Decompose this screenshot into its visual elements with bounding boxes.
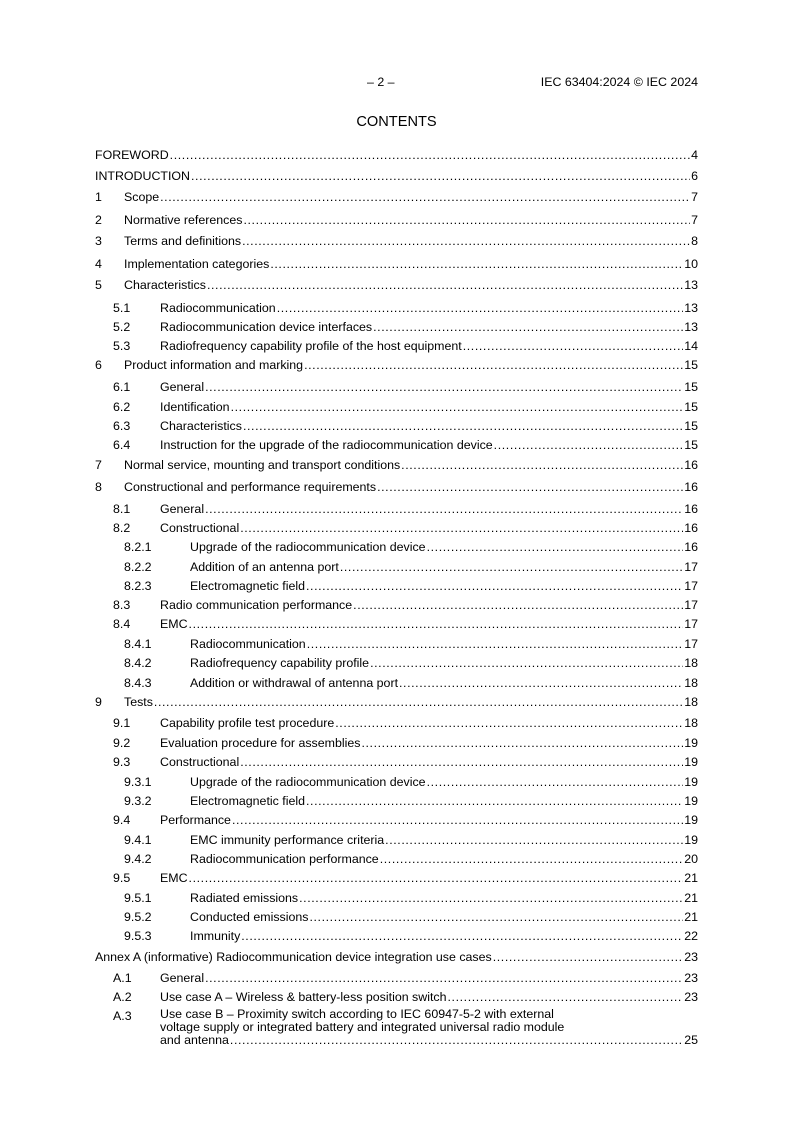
toc-entry-number: 1	[95, 190, 102, 204]
table-of-contents	[95, 0, 698, 1122]
toc-entry-number: 9.4.1	[124, 833, 152, 847]
toc-entry-title: Capability profile test procedure	[160, 716, 335, 730]
toc-entry[interactable]	[95, 655, 698, 671]
toc-entry-title: Normative references	[124, 213, 243, 227]
toc-leader-dots	[306, 793, 683, 809]
toc-entry[interactable]	[95, 520, 698, 536]
toc-entry-page: 13	[684, 320, 698, 334]
toc-entry-title: Upgrade of the radiocommunication device	[190, 540, 426, 554]
toc-entry-number: 8.4	[113, 617, 131, 631]
toc-entry-page: 16	[684, 458, 698, 472]
toc-entry-page: 18	[684, 676, 698, 690]
toc-entry-title: Addition of an antenna port	[190, 560, 339, 574]
toc-entry[interactable]	[95, 256, 698, 272]
toc-entry[interactable]	[95, 147, 698, 163]
toc-entry[interactable]	[95, 949, 698, 965]
toc-entry-page: 15	[684, 438, 698, 452]
toc-entry-title: General	[160, 380, 205, 394]
toc-entry-title: Instruction for the upgrade of the radiocommunication device	[160, 438, 493, 452]
toc-entry-page: 17	[684, 579, 698, 593]
toc-leader-dots	[243, 212, 690, 228]
toc-entry-number: 8.4.2	[124, 656, 152, 670]
toc-leader-dots	[270, 256, 683, 272]
toc-entry-number: 8.1	[113, 502, 131, 516]
toc-entry-page: 17	[684, 560, 698, 574]
toc-entry-title: Upgrade of the radiocommunication device	[190, 775, 426, 789]
toc-leader-dots	[232, 812, 683, 828]
toc-entry-title: INTRODUCTION	[95, 169, 190, 183]
toc-entry[interactable]	[95, 539, 698, 555]
toc-entry-page: 15	[684, 419, 698, 433]
toc-entry[interactable]	[95, 754, 698, 770]
toc-entry-number: 2	[95, 213, 102, 227]
toc-entry-page: 17	[684, 598, 698, 612]
toc-entry-title: Characteristics	[124, 278, 206, 292]
toc-entry[interactable]	[95, 379, 698, 395]
toc-entry-title: Constructional	[160, 521, 240, 535]
toc-entry-title: Scope	[124, 190, 160, 204]
toc-leader-dots	[191, 168, 690, 184]
toc-entry-page: 19	[684, 775, 698, 789]
toc-leader-dots	[241, 928, 683, 944]
toc-leader-dots	[277, 300, 684, 316]
toc-entry-title: Addition or withdrawal of antenna port	[190, 676, 399, 690]
toc-entry-title: Radiocommunication performance	[190, 852, 379, 866]
toc-leader-dots	[353, 597, 683, 613]
toc-leader-dots	[493, 949, 683, 965]
toc-entry-title: Performance	[160, 813, 231, 827]
toc-entry-title: Annex A (informative) Radiocommunication device integration use cases	[95, 950, 492, 964]
toc-entry-title: Radiocommunication	[160, 301, 276, 315]
toc-entry-number: 8.2.3	[124, 579, 152, 593]
toc-leader-dots	[401, 457, 683, 473]
toc-entry-page: 17	[684, 637, 698, 651]
toc-entry[interactable]	[95, 832, 698, 848]
toc-leader-dots	[242, 233, 690, 249]
toc-leader-dots	[230, 1034, 683, 1047]
toc-leader-dots	[373, 319, 683, 335]
toc-leader-dots	[463, 338, 684, 354]
toc-entry-title: General	[160, 971, 205, 985]
toc-leader-dots	[427, 774, 684, 790]
toc-entry-title: Conducted emissions	[190, 910, 309, 924]
toc-entry-title: EMC	[160, 617, 188, 631]
toc-entry-number: 8.3	[113, 598, 131, 612]
toc-leader-dots	[205, 379, 683, 395]
toc-entry-title: Electromagnetic field	[190, 794, 306, 808]
toc-entry-number: 9.5.2	[124, 910, 152, 924]
toc-entry[interactable]	[95, 277, 698, 293]
toc-entry[interactable]	[95, 597, 698, 613]
toc-entry-number: 9.5.3	[124, 929, 152, 943]
contents-title: CONTENTS	[356, 114, 437, 130]
toc-entry-page: 7	[691, 190, 698, 204]
toc-entry-number: 8.2	[113, 521, 131, 535]
toc-entry[interactable]	[95, 212, 698, 228]
toc-entry-title: EMC immunity performance criteria	[190, 833, 385, 847]
toc-entry-page: 8	[691, 234, 698, 248]
toc-entry-number: 9.1	[113, 716, 131, 730]
toc-entry-title: Implementation categories	[124, 257, 270, 271]
toc-entry-number: A.3	[113, 1009, 132, 1023]
toc-leader-dots	[231, 399, 684, 415]
toc-entry[interactable]	[95, 694, 698, 710]
toc-entry[interactable]	[95, 675, 698, 691]
toc-entry-title: Radio communication performance	[160, 598, 353, 612]
toc-leader-dots	[307, 636, 684, 652]
toc-entry-number: 8	[95, 480, 102, 494]
toc-entry[interactable]	[95, 793, 698, 809]
toc-entry-title: Immunity	[190, 929, 241, 943]
toc-leader-dots	[380, 851, 684, 867]
toc-entry-page: 21	[684, 871, 698, 885]
toc-entry-number: 5.2	[113, 320, 131, 334]
toc-entry-page: 19	[684, 813, 698, 827]
toc-entry-title-line: Use case B – Proximity switch according to IEC 60947-5-2 with external	[160, 1007, 554, 1021]
toc-entry[interactable]	[95, 970, 698, 986]
toc-entry-number: A.1	[113, 971, 132, 985]
page-number: – 2 –	[367, 75, 395, 89]
toc-entry[interactable]	[95, 457, 698, 473]
toc-entry-page: 19	[684, 794, 698, 808]
toc-leader-dots	[189, 616, 684, 632]
toc-leader-dots	[170, 147, 690, 163]
toc-entry-title-line: and antenna	[160, 1033, 229, 1047]
toc-entry[interactable]	[95, 189, 698, 205]
toc-entry-number: 5.3	[113, 339, 131, 353]
toc-entry-title: Radiocommunication device interfaces	[160, 320, 373, 334]
toc-entry-title: Radiofrequency capability profile	[190, 656, 370, 670]
toc-leader-dots	[205, 970, 683, 986]
toc-leader-dots	[240, 754, 683, 770]
toc-leader-dots	[399, 675, 683, 691]
toc-leader-dots	[385, 832, 683, 848]
toc-entry-page: 13	[684, 301, 698, 315]
toc-entry-title: FOREWORD	[95, 148, 169, 162]
toc-entry-title: Characteristics	[160, 419, 242, 433]
toc-entry-page: 19	[684, 833, 698, 847]
toc-entry-title-line: voltage supply or integrated battery and integrated universal radio module	[160, 1020, 565, 1034]
toc-leader-dots	[243, 418, 683, 434]
toc-entry[interactable]	[95, 735, 698, 751]
toc-entry-page: 13	[684, 278, 698, 292]
toc-entry-title: Terms and definitions	[124, 234, 242, 248]
toc-entry[interactable]	[95, 233, 698, 249]
toc-leader-dots	[335, 715, 683, 731]
toc-entry-page: 18	[684, 695, 698, 709]
toc-entry-number: 9.4.2	[124, 852, 152, 866]
toc-entry[interactable]	[95, 890, 698, 906]
toc-entry-page: 23	[684, 950, 698, 964]
toc-entry[interactable]	[95, 168, 698, 184]
toc-entry-page: 22	[684, 929, 698, 943]
toc-entry-number: 3	[95, 234, 102, 248]
toc-entry[interactable]	[95, 479, 698, 495]
toc-entry-number: 8.2.2	[124, 560, 152, 574]
toc-entry-title: Evaluation procedure for assemblies	[160, 736, 361, 750]
toc-entry-number: 9.3.1	[124, 775, 152, 789]
toc-entry-page: 4	[691, 148, 698, 162]
toc-entry-page: 7	[691, 213, 698, 227]
toc-entry-page: 18	[684, 716, 698, 730]
toc-entry-title: Radiated emissions	[190, 891, 299, 905]
toc-entry-title: Constructional	[160, 755, 240, 769]
toc-leader-dots	[189, 870, 684, 886]
toc-entry[interactable]	[95, 357, 698, 373]
toc-entry-title: Use case A – Wireless & battery-less position switch	[160, 990, 447, 1004]
toc-entry-page: 16	[684, 521, 698, 535]
toc-entry-number: 5	[95, 278, 102, 292]
toc-entry-number: 6.2	[113, 400, 131, 414]
toc-leader-dots	[306, 578, 683, 594]
toc-entry[interactable]	[95, 418, 698, 434]
toc-entry-number: 7	[95, 458, 102, 472]
toc-leader-dots	[340, 559, 683, 575]
toc-entry-title: Identification	[160, 400, 230, 414]
toc-entry-number: 9.3.2	[124, 794, 152, 808]
toc-entry-number: 8.4.1	[124, 637, 152, 651]
toc-entry-number: 5.1	[113, 301, 131, 315]
toc-entry[interactable]	[95, 437, 698, 453]
toc-entry-title: Radiocommunication	[190, 637, 306, 651]
toc-entry-number: 9.5	[113, 871, 131, 885]
toc-entry-page: 17	[684, 617, 698, 631]
toc-entry-number: 9.3	[113, 755, 131, 769]
toc-entry[interactable]	[95, 616, 698, 632]
toc-entry[interactable]	[95, 928, 698, 944]
toc-entry-page: 16	[684, 480, 698, 494]
toc-entry[interactable]	[95, 812, 698, 828]
toc-entry-page: 16	[684, 540, 698, 554]
toc-leader-dots	[240, 520, 683, 536]
toc-entry-page: 19	[684, 755, 698, 769]
toc-leader-dots	[370, 655, 683, 671]
toc-entry-title: EMC	[160, 871, 188, 885]
toc-entry-number: 9.4	[113, 813, 131, 827]
toc-entry-page: 18	[684, 656, 698, 670]
toc-leader-dots	[304, 357, 683, 373]
toc-entry-number: 6	[95, 358, 102, 372]
toc-entry-page: 6	[691, 169, 698, 183]
toc-entry[interactable]	[95, 578, 698, 594]
toc-entry-page: 25	[684, 1033, 698, 1047]
toc-entry-number: 9.5.1	[124, 891, 152, 905]
toc-leader-dots	[309, 909, 683, 925]
toc-entry[interactable]	[95, 1008, 698, 1050]
toc-entry-title: Normal service, mounting and transport conditions	[124, 458, 401, 472]
toc-entry-title: Constructional and performance requirements	[124, 480, 377, 494]
toc-entry-title: Electromagnetic field	[190, 579, 306, 593]
toc-entry-page: 14	[684, 339, 698, 353]
toc-entry-page: 23	[684, 971, 698, 985]
toc-entry-page: 15	[684, 358, 698, 372]
toc-entry[interactable]	[95, 319, 698, 335]
toc-entry-number: 6.1	[113, 380, 131, 394]
toc-entry-number: 8.4.3	[124, 676, 152, 690]
toc-entry-page: 23	[684, 990, 698, 1004]
toc-entry[interactable]	[95, 909, 698, 925]
toc-entry-page: 15	[684, 380, 698, 394]
toc-entry-number: 8.2.1	[124, 540, 152, 554]
toc-entry-page: 19	[684, 736, 698, 750]
toc-entry[interactable]	[95, 636, 698, 652]
toc-entry-number: 4	[95, 257, 102, 271]
toc-entry-page: 21	[684, 910, 698, 924]
toc-entry[interactable]	[95, 774, 698, 790]
document-reference: IEC 63404:2024 © IEC 2024	[540, 75, 698, 89]
toc-entry-page: 15	[684, 400, 698, 414]
toc-leader-dots	[207, 277, 683, 293]
toc-leader-dots	[299, 890, 683, 906]
toc-entry[interactable]	[95, 715, 698, 731]
toc-leader-dots	[494, 437, 684, 453]
toc-entry-page: 16	[684, 502, 698, 516]
toc-entry-title: Tests	[124, 695, 153, 709]
toc-entry-number: 9	[95, 695, 102, 709]
toc-leader-dots	[154, 694, 683, 710]
toc-entry[interactable]	[95, 870, 698, 886]
toc-entry-page: 10	[684, 257, 698, 271]
toc-leader-dots	[205, 501, 683, 517]
toc-entry[interactable]	[95, 559, 698, 575]
toc-entry[interactable]	[95, 501, 698, 517]
toc-entry[interactable]	[95, 399, 698, 415]
toc-leader-dots	[447, 989, 683, 1005]
toc-leader-dots	[427, 539, 684, 555]
toc-entry-title: General	[160, 502, 205, 516]
toc-entry[interactable]	[95, 300, 698, 316]
toc-leader-dots	[160, 189, 690, 205]
toc-entry-number: A.2	[113, 990, 132, 1004]
toc-leader-dots	[361, 735, 683, 751]
toc-entry-number: 9.2	[113, 736, 131, 750]
toc-entry-page: 20	[684, 852, 698, 866]
toc-entry[interactable]	[95, 338, 698, 354]
toc-leader-dots	[377, 479, 683, 495]
toc-entry-title: Radiofrequency capability profile of the host equipment	[160, 339, 462, 353]
toc-entry[interactable]	[95, 989, 698, 1005]
toc-entry[interactable]	[95, 851, 698, 867]
toc-entry-number: 6.3	[113, 419, 131, 433]
toc-entry-number: 6.4	[113, 438, 131, 452]
toc-entry-page: 21	[684, 891, 698, 905]
toc-entry-title: Product information and marking	[124, 358, 304, 372]
